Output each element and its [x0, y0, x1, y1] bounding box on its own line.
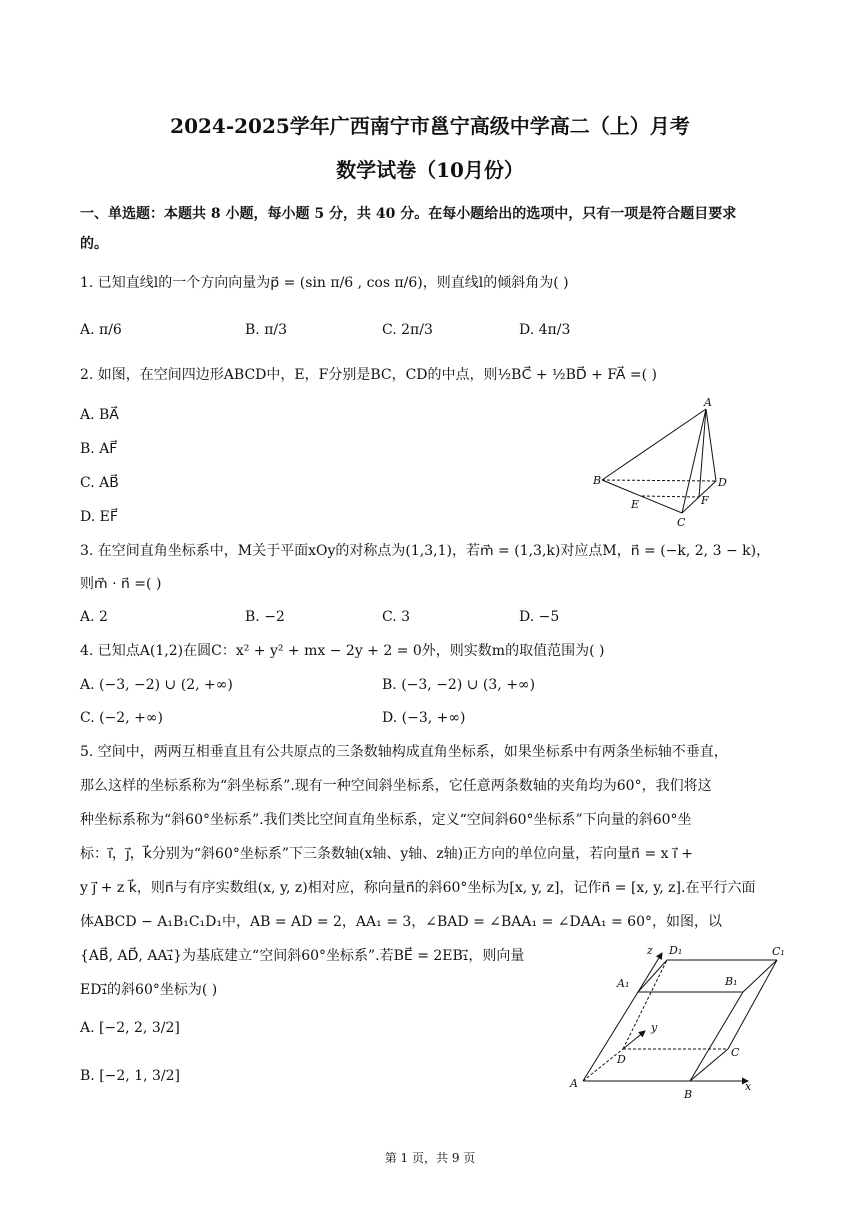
q1-option-d: D. 4π/3: [519, 322, 571, 338]
edge-ab: [602, 409, 706, 480]
q1-option-b: B. π/3: [245, 322, 288, 338]
q2-stem: 2. 如图，在空间四边形ABCD中，E，F分别是BC，CD的中点，则½BC⃗ + ½BD⃗ + FA⃗ =( ): [80, 367, 657, 383]
q5-line-1: 5. 空间中，两两互相垂直且有公共原点的三条数轴构成直角坐标系，如果坐标系中有两条坐标轴不垂直，: [80, 744, 728, 760]
q3-option-b: B. −2: [245, 609, 285, 625]
label-z: z: [647, 944, 653, 957]
label-b: B: [684, 1088, 693, 1101]
label-c1: C₁: [772, 945, 785, 958]
label-d: D: [617, 1053, 626, 1066]
q5-line-3: 种坐标系称为“斜60°坐标系”.我们类比空间直角坐标系，定义“空间斜60°坐标系”下向量的斜60°坐: [80, 812, 692, 828]
q2-option-b: B. AF⃗: [80, 441, 118, 457]
edge-a1-d1: [638, 960, 667, 992]
q2-option-d: D. EF⃗: [80, 509, 118, 525]
label-e: E: [631, 498, 640, 511]
q4-option-d: D. (−3, +∞): [382, 710, 466, 726]
q5-line-4: 标：i⃗，j⃗，k⃗分别为“斜60°坐标系”下三条数轴(x轴、y轴、z轴)正方向的单位向量，若向量n⃗ = x i⃗ +: [80, 846, 694, 862]
edge-ef-hidden: [642, 496, 699, 497]
q2-option-c: C. AB⃗: [80, 475, 119, 491]
q5-option-a: A. [−2, 2, 3/2]: [80, 1020, 180, 1036]
edge-bd-hidden: [602, 480, 716, 481]
q3-option-a: A. 2: [80, 609, 108, 625]
label-c: C: [677, 516, 686, 529]
edge-d-d1-hidden: [623, 960, 667, 1049]
title-line-2: 数学试卷（10月份）: [336, 158, 524, 182]
edge-a-a1: [583, 992, 638, 1081]
label-c: C: [731, 1046, 740, 1059]
q5-line-7: {AB⃗, AD⃗, AA₁⃗}为基底建立“空间斜60°坐标系”.若BE⃗ = 2EB₁⃗，则向量: [80, 948, 525, 964]
section-1-heading: 一、单选题：本题共 8 小题，每小题 5 分，共 40 分。在每小题给出的选项中，只有一项是符合题目要求: [80, 206, 737, 222]
q3-stem-line-2: 则m⃗ · n⃗ =( ): [80, 576, 162, 592]
page-footer: 第 1 页，共 9 页: [384, 1151, 476, 1165]
q5-line-8: ED₁⃗的斜60°坐标为( ): [80, 982, 218, 998]
q3-option-c: C. 3: [382, 609, 411, 625]
title-line-1: 2024-2025学年广西南宁市邕宁高级中学高二（上）月考: [170, 114, 690, 138]
label-b: B: [593, 474, 602, 487]
q3-option-d: D. −5: [519, 609, 560, 625]
edge-ad: [706, 409, 716, 481]
section-1-heading-cont: 的。: [80, 236, 108, 252]
label-d1: D₁: [669, 944, 683, 957]
q4-stem: 4. 已知点A(1,2)在圆C：x² + y² + mx − 2y + 2 = 0外，则实数m的取值范围为( ): [80, 643, 605, 659]
q5-line-2: 那么这样的坐标系称为“斜坐标系”.现有一种空间斜坐标系，它任意两条数轴的夹角均为60°，我们将这: [80, 778, 712, 794]
q1-stem: 1. 已知直线l的一个方向向量为p⃗ = (sin π/6 , cos π/6)，则直线l的倾斜角为( ): [80, 275, 569, 291]
label-a: A: [570, 1077, 578, 1090]
label-y: y: [651, 1021, 658, 1034]
q5-line-6: 体ABCD − A₁B₁C₁D₁中，AB = AD = 2，AA₁ = 3，∠BAD = ∠BAA₁ = ∠DAA₁ = 60°，如图，以: [80, 914, 722, 930]
parallelepiped-figure: [565, 935, 790, 1110]
label-f: F: [701, 494, 709, 507]
q4-option-b: B. (−3, −2) ∪ (3, +∞): [382, 677, 536, 693]
label-x: x: [745, 1080, 752, 1093]
q5-line-5: y j⃗ + z k⃗，则n⃗与有序实数组(x, y, z)相对应，称向量n⃗的斜60°坐标为[x, y, z]，记作n⃗ = [x, y, z].在平行六面: [80, 880, 756, 896]
q3-stem-line-1: 3. 在空间直角坐标系中，M关于平面xOy的对称点为(1,3,1)，若m⃗ = (1,3,k)对应点M，n⃗ = (−k, 2, 3 − k)，: [80, 543, 771, 559]
q4-option-a: A. (−3, −2) ∪ (2, +∞): [80, 677, 233, 693]
q1-option-a: A. π/6: [80, 322, 122, 338]
q1-option-c: C. 2π/3: [382, 322, 433, 338]
label-a: A: [704, 396, 712, 409]
label-b1: B₁: [725, 975, 738, 988]
q5-option-b: B. [−2, 1, 3/2]: [80, 1068, 180, 1084]
q4-option-c: C. (−2, +∞): [80, 710, 163, 726]
label-d: D: [718, 476, 727, 489]
y-axis: [623, 1031, 645, 1049]
edge-b-c: [690, 1049, 728, 1081]
z-axis: [638, 953, 662, 992]
label-a1: A₁: [617, 977, 630, 990]
edge-b1-c1: [743, 960, 777, 992]
tetrahedron-figure: [585, 395, 735, 535]
q2-option-a: A. BA⃗: [80, 407, 119, 423]
